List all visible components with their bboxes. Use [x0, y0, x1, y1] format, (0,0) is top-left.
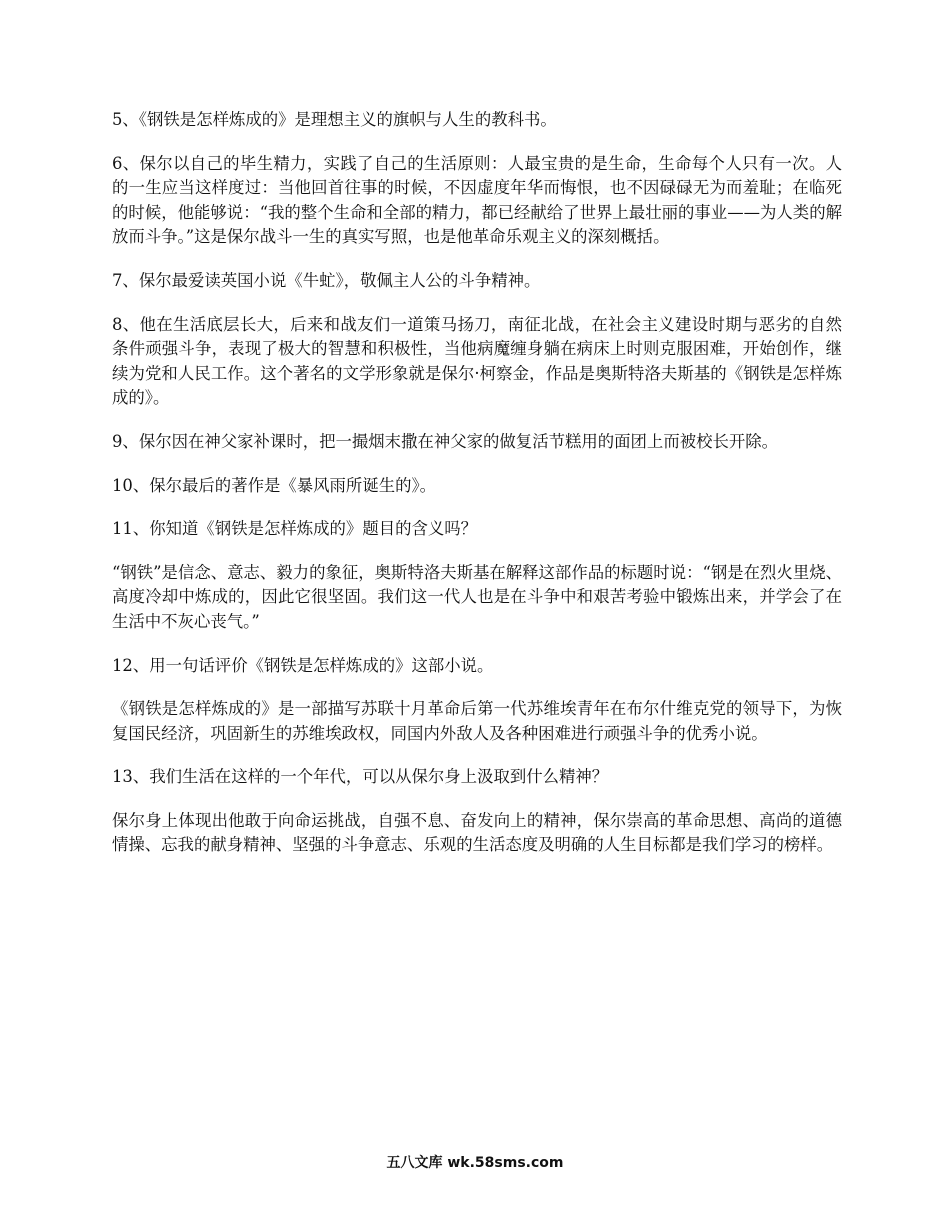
- question-11: 11、你知道《钢铁是怎样炼成的》题目的含义吗？: [112, 519, 478, 539]
- paragraph-item-7: 7、保尔最爱读英国小说《牛虻》，敬佩主人公的斗争精神。: [112, 270, 541, 290]
- question-12: 12、用一句话评价《钢铁是怎样炼成的》这部小说。: [112, 655, 494, 675]
- answer-12: 《钢铁是怎样炼成的》是一部描写苏联十月革命后第一代苏维埃青年在布尔什维克党的领导下，为恢复国民经济，巩固新生的苏维埃政权，同国内外敌人及各种困难进行顽强斗争的优秀小说。: [112, 699, 842, 743]
- answer-11: “钢铁”是信念、意志、毅力的象征，奥斯特洛夫斯基在解释这部作品的标题时说：“钢是在烈火里烧、高度冷却中炼成的，因此它很坚固。我们这一代人也是在斗争中和艰苦考验中锻炼出来，并学会了在生活中不灰心丧气。”: [112, 562, 842, 631]
- paragraph-item-8: 8、他在生活底层长大，后来和战友们一道策马扬刀，南征北战，在社会主义建设时期与恶劣的自然条件顽强斗争，表现了极大的智慧和积极性，当他病魔缠身躺在病床上时则克服困难，开始创作，继续为党和人民工作。这个著名的文学形象就是保尔·柯察金，作品是奥斯特洛夫斯基的《钢铁是怎样炼成的》。: [112, 314, 842, 408]
- paragraph-item-6: 6、保尔以自己的毕生精力，实践了自己的生活原则：人最宝贵的是生命，生命每个人只有一次。人的一生应当这样度过：当他回首往事的时候，不因虚度年华而悔恨，也不因碌碌无为而羞耻；在临死的时候，他能够说：“我的整个生命和全部的精力，都已经献给了世界上最壮丽的事业——为人类的解放而斗争。”这是保尔战斗一生的真实写照，也是他革命乐观主义的深刻概括。: [112, 153, 842, 247]
- answer-13: 保尔身上体现出他敢于向命运挑战，自强不息、奋发向上的精神，保尔崇高的革命思想、高尚的道德情操、忘我的献身精神、坚强的斗争意志、乐观的生活态度及明确的人生目标都是我们学习的榜样。: [112, 810, 842, 855]
- page-footer-watermark: 五八文库 wk.58sms.com: [386, 1155, 564, 1171]
- document-body: [112, 108, 842, 877]
- paragraph-item-9: 9、保尔因在神父家补课时，把一撮烟末撒在神父家的做复活节糕用的面团上而被校长开除。: [112, 431, 779, 451]
- paragraph-item-5: 5、《钢铁是怎样炼成的》是理想主义的旗帜与人生的教科书。: [112, 110, 557, 129]
- question-13: 13、我们生活在这样的一个年代，可以从保尔身上汲取到什么精神？: [112, 767, 609, 787]
- paragraph-item-10: 10、保尔最后的著作是《暴风雨所诞生的》。: [112, 475, 437, 495]
